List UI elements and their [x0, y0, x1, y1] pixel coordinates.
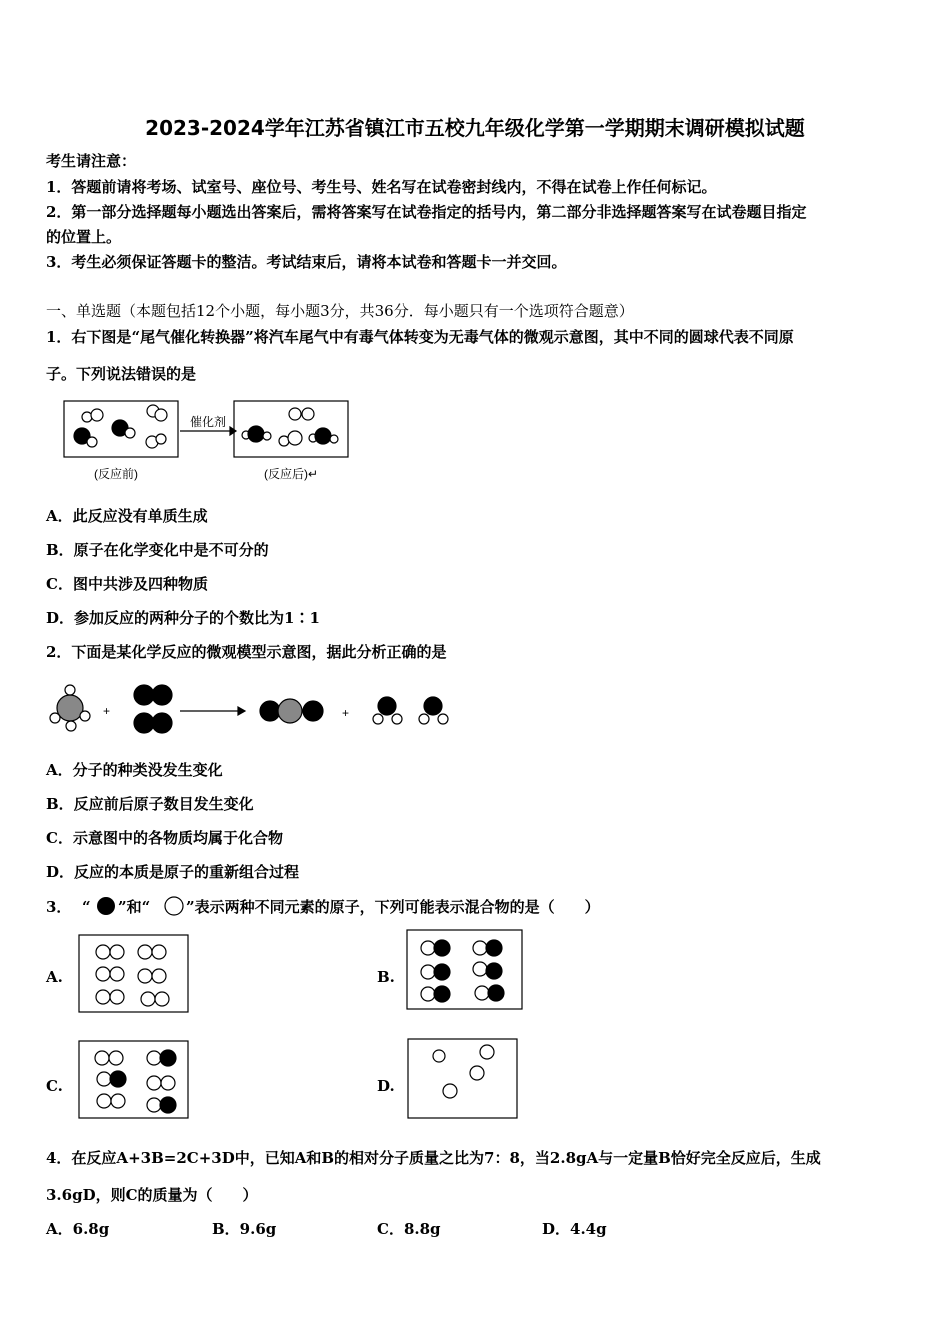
q2-reaction-diagram [45, 682, 465, 742]
q1-option-c: C．图中共涉及四种物质 [46, 575, 208, 593]
q2-option-b: B．反应前后原子数目发生变化 [46, 795, 254, 813]
q1-stem-cont: 子。下列说法错误的是 [46, 365, 197, 383]
q3-option-b-diagram [406, 929, 524, 1011]
arrow-label: 催化剂 [190, 415, 227, 429]
q3-option-a-diagram [78, 934, 190, 1014]
q2-stem: 2．下面是某化学反应的微观模型示意图，据此分析正确的是 [46, 643, 447, 661]
q4-option-b: B．9.6g [212, 1220, 277, 1238]
q3-label-a: A. [46, 968, 63, 986]
q3-label-c: C. [46, 1077, 63, 1095]
before-label: (反应前) [94, 467, 138, 481]
q1-reaction-diagram [60, 398, 360, 488]
q3-option-d-diagram [407, 1038, 519, 1120]
q3-label-b: B. [377, 968, 395, 986]
q2-option-d: D．反应的本质是原子的重新组合过程 [46, 863, 300, 881]
notice-item: 的位置上。 [46, 228, 122, 246]
q1-option-b: B．原子在化学变化中是不可分的 [46, 541, 269, 559]
q1-stem: 1．右下图是“尾气催化转换器”将汽车尾气中有毒气体转变为无毒气体的微观示意图，其中不同的圆球代表不同原 [46, 328, 794, 346]
q4-stem: 4．在反应A+3B=2C+3D中，已知A和B的相对分子质量之比为7：8，当2.8gA与一定量B恰好完全反应后，生成 [46, 1149, 821, 1167]
notice-item: 3．考生必须保证答题卡的整洁。考试结束后，请将本试卷和答题卡一并交回。 [46, 253, 567, 271]
q1-option-d: D．参加反应的两种分子的个数比为1∶1 [46, 609, 320, 627]
plus-sign: + [342, 706, 350, 720]
notice-item: 2．第一部分选择题每小题选出答案后，需将答案写在试卷指定的括号内，第二部分非选择题答案写在试卷题目指定 [46, 203, 807, 221]
q4-stem-cont: 3.6gD，则C的质量为（ ） [46, 1186, 258, 1204]
q3-stem-num: 3． [46, 898, 72, 916]
q2-option-c: C．示意图中的各物质均属于化合物 [46, 829, 283, 847]
q3-stem-a: “ [82, 898, 91, 916]
q4-option-c: C．8.8g [377, 1220, 441, 1238]
page-title: 2023-2024学年江苏省镇江市五校九年级化学第一学期期末调研模拟试题 [145, 116, 805, 140]
plus-sign: + [103, 704, 111, 718]
after-label: (反应后)↵ [264, 467, 319, 481]
q2-option-a: A．分子的种类没发生变化 [46, 761, 223, 779]
q4-option-a: A．6.8g [46, 1220, 110, 1238]
q1-option-a: A．此反应没有单质生成 [46, 507, 208, 525]
q4-option-d: D．4.4g [542, 1220, 607, 1238]
black-atom-icon [96, 896, 118, 916]
q3-label-d: D. [377, 1077, 395, 1095]
q3-stem-b: ”和“ [118, 898, 151, 916]
notice-item: 1．答题前请将考场、试室号、座位号、考生号、姓名写在试卷密封线内，不得在试卷上作任何标记。 [46, 178, 717, 196]
white-atom-icon [164, 896, 186, 916]
notice-heading: 考生请注意： [46, 152, 137, 170]
section-heading: 一、单选题（本题包括12个小题，每小题3分，共36分．每小题只有一个选项符合题意） [46, 302, 634, 320]
q3-stem-c: ”表示两种不同元素的原子，下列可能表示混合物的是（ ） [186, 898, 600, 916]
q3-option-c-diagram [78, 1040, 190, 1120]
